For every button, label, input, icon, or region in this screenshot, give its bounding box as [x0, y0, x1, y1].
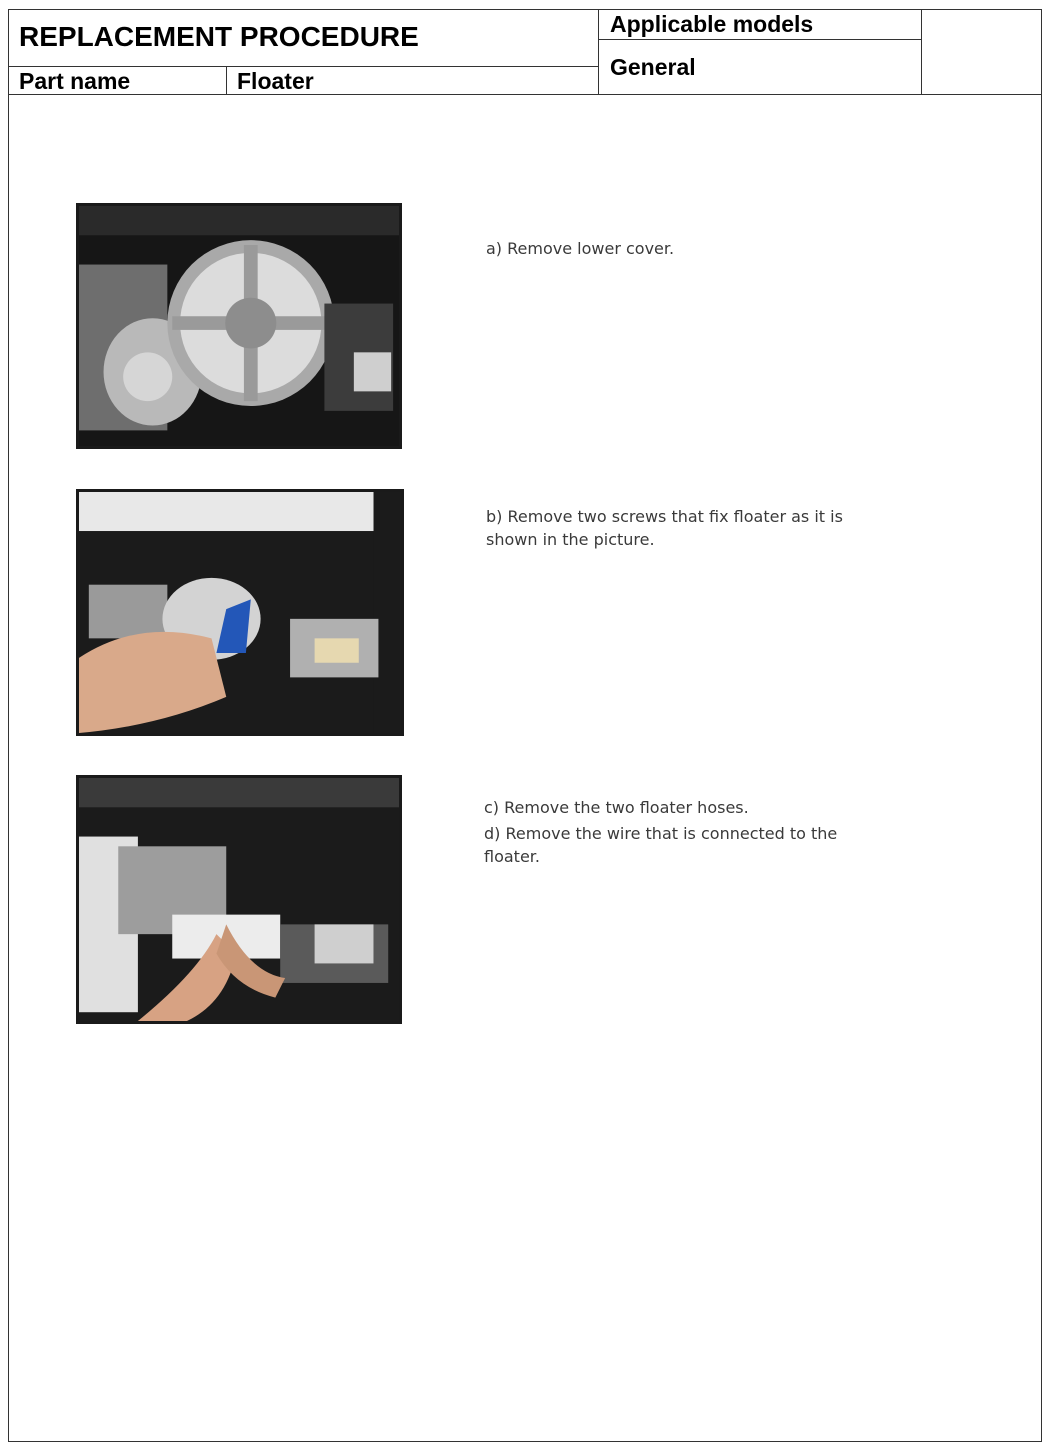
step-c-line: c) Remove the two floater hoses.	[484, 798, 749, 817]
lower-cover-photo	[76, 203, 402, 449]
step-a-text	[486, 237, 886, 263]
step-cd-text	[484, 796, 844, 871]
applicable-models-label: Applicable models	[599, 10, 922, 40]
remove-screws-photo	[76, 489, 404, 736]
applicable-models-value: General	[599, 40, 922, 95]
step-b-text	[486, 505, 846, 554]
remove-hoses-photo	[76, 775, 402, 1024]
step-b-line: b) Remove two screws that fix floater as it is shown in the picture.	[486, 507, 843, 549]
part-name-value: Floater	[227, 67, 599, 95]
step-d-line: d) Remove the wire that is connected to the floater.	[484, 824, 838, 866]
header-blank-cell	[922, 10, 1041, 95]
part-name-label: Part name	[9, 67, 227, 95]
step-a-line: a) Remove lower cover.	[486, 239, 675, 258]
page-title: REPLACEMENT PROCEDURE	[9, 10, 599, 67]
